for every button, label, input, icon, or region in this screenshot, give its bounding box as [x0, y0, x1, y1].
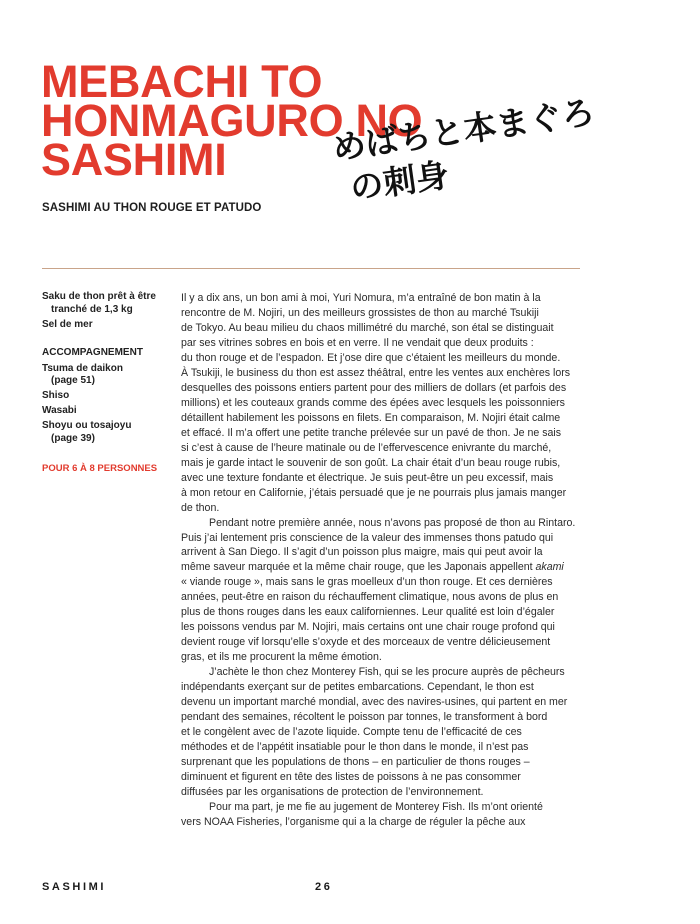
- accompaniment-item: [42, 390, 172, 403]
- text-line: [181, 531, 591, 546]
- text-line: [181, 501, 591, 516]
- text-line-content: à mon retour en Californie, j’étais persuadé que je ne pourrais plus jamais manger: [181, 486, 567, 499]
- text-line: [181, 456, 591, 471]
- paragraph: [181, 800, 591, 830]
- footer-section-name: SASHIMI: [42, 881, 107, 893]
- text-line-content: « viande rouge », mais sans le gras moelleux d’un thon rouge. Et ces dernières: [181, 576, 553, 589]
- title-line: SASHIMI: [41, 134, 227, 185]
- text-line: [181, 815, 591, 830]
- text-line-content: devenu un important marché mondial, avec des navires-usines, qui partent en mer: [181, 696, 568, 709]
- text-line: [181, 740, 591, 755]
- text-line: [181, 650, 591, 665]
- text-line: [181, 590, 591, 605]
- accompaniment-item: [42, 405, 172, 418]
- text-line-content: pendant des semaines, récoltent le poisson par tonnes, le transforment à bord: [181, 711, 548, 724]
- text-line-content: rencontre de M. Nojiri, un des meilleurs grossistes de thon au marché Tsukiji: [181, 306, 539, 319]
- text-line: [181, 426, 591, 441]
- accompaniment-item: [42, 363, 172, 388]
- text-line-content: mais je garde intact le souvenir de son goût. La chair était d’un beau rouge rubis,: [181, 456, 561, 469]
- text-line-content: méthodes et de l’appétit insatiable pour le thon dans le monde, il n’est pas: [181, 741, 529, 754]
- text-line-content: desquelles des poissons entiers partent pour des milliers de dollars (et parfois des: [181, 381, 567, 394]
- text-line: [181, 560, 591, 575]
- text-line: [181, 800, 591, 815]
- text-line: [181, 785, 591, 800]
- text-line-content: surprenant que les populations de thons – en particulier de thons rouges –: [181, 756, 530, 769]
- page-reference: (page 39): [51, 432, 95, 444]
- text-line-content: de thon.: [181, 501, 220, 514]
- text-line-content: diffusées par les organisations de protection de l’environnement.: [181, 785, 484, 798]
- text-line-content: avec une texture fondante et électrique. Je suis peut-être un peu excessif, mais: [181, 471, 554, 484]
- text-line: [181, 755, 591, 770]
- text-line-content: Puis j’ai lentement pris conscience de la valeur des immenses thons patudo qui: [181, 531, 554, 544]
- text-line: [181, 710, 591, 725]
- text-line-content: détaillent habilement les poissons en filets. En comparaison, M. Nojiri était calme: [181, 411, 561, 424]
- text-line-content: vers NOAA Fisheries, l’organisme qui a la charge de réguler la pêche aux: [181, 815, 526, 828]
- text-line-content: du thon rouge et de l’espadon. Et j’ose dire que c’étaient les meilleurs du monde.: [181, 351, 561, 364]
- text-line: [181, 695, 591, 710]
- title-line: MEBACHI TO: [41, 56, 323, 107]
- text-line: [181, 396, 591, 411]
- text-line-content: années, peut-être en raison du réchauffement climatique, nous avons de plus en: [181, 591, 559, 604]
- ingredient-name: Saku de thon prêt à être: [42, 291, 156, 302]
- paragraph: [181, 291, 591, 516]
- text-line-content: plus de thons rouges dans les eaux californiennes. Leur qualité est loin d’égaler: [181, 606, 555, 619]
- paragraph: [181, 516, 591, 666]
- text-line-content: Il y a dix ans, un bon ami à moi, Yuri Nomura, m’a entraîné de bon matin à la: [181, 292, 541, 304]
- divider-rule: [42, 268, 580, 269]
- text-line-content: et effacé. Il m’a offert une petite tranche prélevée sur un pavé de thon. Je ne sais: [181, 426, 562, 439]
- title-line: HONMAGURO NO: [41, 95, 423, 146]
- text-line: [181, 321, 591, 336]
- recipe-subtitle: SASHIMI AU THON ROUGE ET PATUDO: [42, 202, 262, 214]
- text-line: [181, 545, 591, 560]
- paragraph: [181, 665, 591, 800]
- text-line: [181, 620, 591, 635]
- text-line-content: diminuent et figurent en tête des listes de poissons à ne pas consommer: [181, 771, 521, 783]
- text-line: [181, 411, 591, 426]
- text-line: [181, 516, 591, 531]
- page-number: 26: [315, 881, 333, 893]
- ingredient-name: Sel de mer: [42, 318, 93, 330]
- text-line-content: arrivent à San Diego. Il s’agit d’un poisson plus maigre, mais qui peut avoir la: [181, 546, 543, 559]
- text-line: [181, 306, 591, 321]
- page-reference: (page 51): [51, 375, 95, 386]
- ingredient-item: [42, 291, 172, 316]
- ingredients-sidebar: [42, 291, 172, 476]
- text-line: [181, 725, 591, 740]
- text-line-content: par ses vitrines sobres en bois et en verre. Il ne vendait que deux produits :: [181, 336, 534, 349]
- text-line-content: J’achète le thon chez Monterey Fish, qui se les procure auprès de pêcheurs: [209, 666, 565, 679]
- accompaniment-item: [42, 420, 172, 445]
- text-line-content: si c’est à cause de l’heure matinale ou de l’effervescence enivrante du marché,: [181, 441, 552, 454]
- ingredient-item: [42, 319, 172, 332]
- text-line-content: millions) et les couteaux grands comme des épées avec lesquels les poissonniers: [181, 396, 565, 409]
- text-line-content: À Tsukiji, le business du thon est assez théâtral, entre les ventes aux enchères lors: [181, 366, 571, 379]
- text-line: [181, 291, 591, 306]
- text-line-content: de Tokyo. Au beau milieu du chaos millimétré du marché, son étal se distinguait: [181, 321, 554, 334]
- text-line-content: même saveur marquée et la même chair rouge, que les Japonais appellent: [181, 561, 536, 574]
- text-line-content: Pendant notre première année, nous n’avons pas proposé de thon au Rintaro.: [209, 516, 576, 529]
- servings: POUR 6 À 8 PERSONNES: [42, 463, 158, 474]
- text-line-content: et le congèlent avec de l’azote liquide. Compte tenu de l’efficacité de ces: [181, 726, 522, 739]
- text-line: [181, 680, 591, 695]
- text-line-content: Pour ma part, je me fie au jugement de Monterey Fish. Ils m’ont orienté: [209, 800, 543, 813]
- text-line-content: gras, et ils me procurent la même émotion.: [181, 651, 382, 664]
- text-line-content: devient rouge vif lorsqu’elle s’oxyde et des morceaux de ventre délicieusement: [181, 636, 551, 649]
- text-line: [181, 441, 591, 456]
- text-line: [181, 486, 591, 501]
- italic-term: akami: [535, 561, 564, 574]
- ingredient-detail: tranché de 1,3 kg: [51, 303, 133, 315]
- accompaniment-name: Shoyu ou tosajoyu: [42, 420, 132, 431]
- text-line: [181, 351, 591, 366]
- accompaniment-name: Wasabi: [42, 405, 77, 416]
- accompaniment-heading: ACCOMPAGNEMENT: [42, 347, 143, 358]
- japanese-title-line: めばちと本まぐろ: [330, 92, 597, 168]
- text-line: [181, 471, 591, 486]
- text-line: [181, 575, 591, 590]
- text-line: [181, 605, 591, 620]
- accompaniment-name: Tsuma de daikon: [42, 362, 123, 374]
- text-line: [181, 366, 591, 381]
- accompaniment-name: Shiso: [42, 390, 70, 401]
- text-line: [181, 635, 591, 650]
- body-text: [181, 291, 591, 830]
- text-line: [181, 381, 591, 396]
- text-line: [181, 336, 591, 351]
- text-line: [181, 770, 591, 785]
- japanese-title-line: の刺身: [347, 155, 452, 208]
- text-line-content: les poissons vendus par M. Nojiri, mais certains ont une chair rouge profond qui: [181, 621, 555, 634]
- text-line-content: indépendants exerçant sur de petites embarcations. Cependant, le thon est: [181, 681, 534, 694]
- text-line: [181, 665, 591, 680]
